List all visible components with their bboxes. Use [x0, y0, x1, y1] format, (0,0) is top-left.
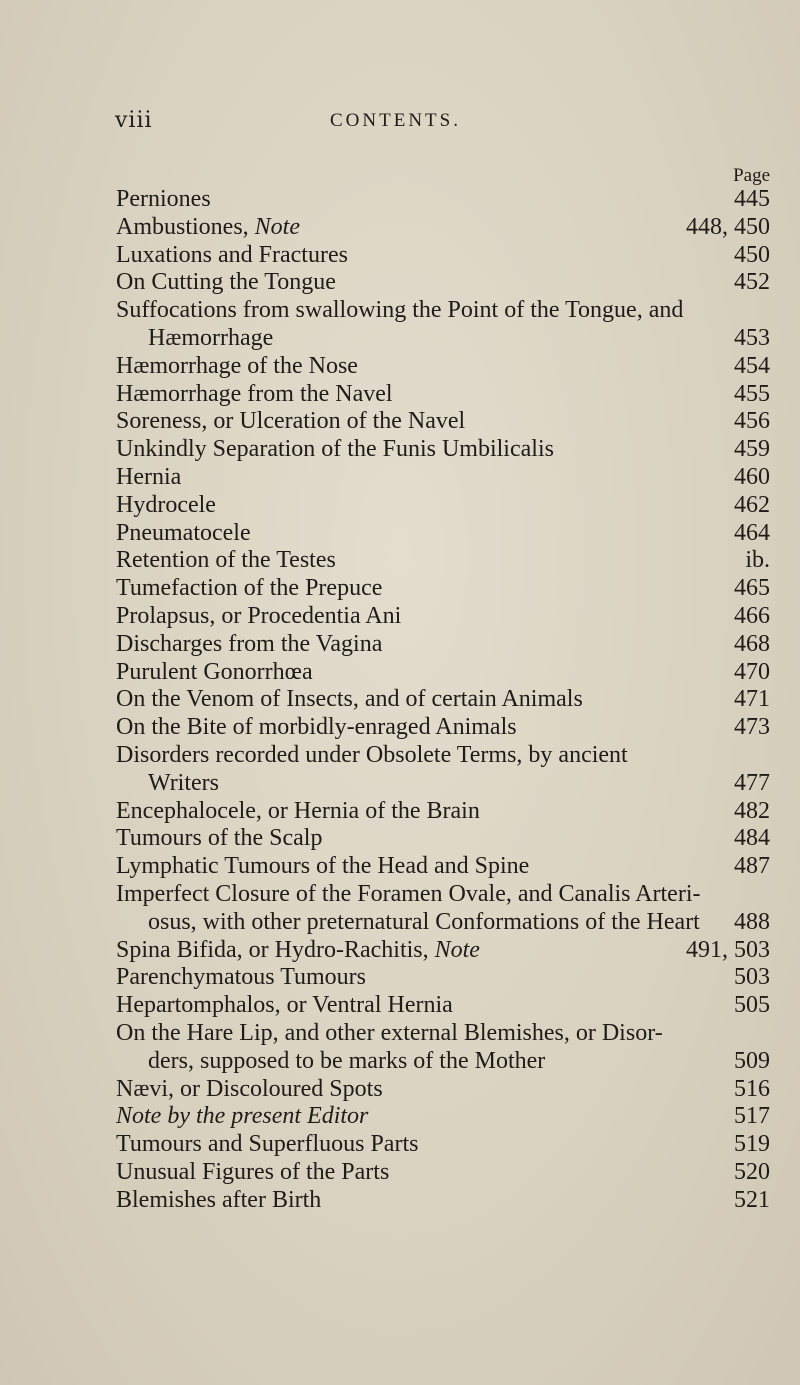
entry-title-wrap [116, 992, 770, 1020]
entry-title-wrap [116, 798, 770, 826]
contents-entry [116, 575, 770, 603]
entry-page-number: 464 [734, 519, 770, 546]
contents-entry [116, 547, 770, 575]
entry-title: Purulent Gonorrhœa [116, 658, 313, 685]
entry-title-wrap [116, 436, 770, 464]
contents-entry [116, 631, 770, 659]
contents-entry [116, 1103, 770, 1131]
entry-page-number: ib. [745, 547, 770, 574]
entry-title: Lymphatic Tumours of the Head and Spine [116, 853, 530, 880]
entry-page-number: 520 [734, 1158, 770, 1185]
entry-title: Blemishes after Birth [116, 1186, 322, 1213]
entry-page-number: 505 [734, 992, 770, 1019]
entry-page-number: 482 [734, 797, 770, 824]
entry-page-number: 448, 450 [686, 213, 770, 240]
entry-title: Parenchymatous Tumours [116, 964, 367, 991]
contents-entry-continuation [116, 1048, 770, 1076]
entry-page-number: 491, 503 [686, 936, 770, 963]
contents-entry [116, 1187, 770, 1215]
contents-entry [116, 937, 770, 965]
running-title: CONTENTS. [330, 110, 461, 131]
entry-title: Luxations and Fractures [116, 241, 348, 268]
entry-title: Tumefaction of the Prepuce [116, 575, 383, 602]
contents-entry [116, 1076, 770, 1104]
entry-title: Tumours of the Scalp [116, 825, 323, 852]
contents-entry [116, 464, 770, 492]
entry-page-number: 488 [734, 908, 770, 935]
contents-entry [116, 520, 770, 548]
contents-entry [116, 964, 770, 992]
entry-page-number: 477 [734, 769, 770, 796]
entry-page-number: 471 [734, 686, 770, 713]
contents-entry [116, 436, 770, 464]
entry-page-number: 466 [734, 602, 770, 629]
entry-title: Note by the present Editor [116, 1103, 369, 1130]
entry-title: Unkindly Separation of the Funis Umbilicalis [116, 436, 554, 463]
entry-title: Unusual Figures of the Parts [116, 1158, 390, 1185]
contents-entry [116, 686, 770, 714]
entry-title: Discharges from the Vagina [116, 630, 383, 657]
entry-page-number: 487 [734, 853, 770, 880]
entry-page-number: 455 [734, 380, 770, 407]
entry-title-continuation: ders, supposed to be marks of the Mother [148, 1047, 546, 1074]
entry-title-wrap [116, 214, 770, 242]
entry-title-wrap [116, 464, 770, 492]
entry-title: Nævi, or Discoloured Spots [116, 1075, 383, 1102]
entry-title: On the Bite of morbidly-enraged Animals [116, 714, 517, 741]
entry-title-wrap [116, 1131, 770, 1159]
entry-note: Note [254, 213, 300, 240]
entry-title-wrap [116, 659, 770, 687]
page-number: viii [115, 108, 153, 133]
contents-entry [116, 881, 770, 909]
entry-note: Note [434, 936, 480, 963]
entry-page-number: 516 [734, 1075, 770, 1102]
entry-page-number: 468 [734, 630, 770, 657]
entry-title: Imperfect Closure of the Foramen Ovale, and Canalis Arteri- [116, 880, 701, 907]
entry-title-wrap [116, 937, 770, 965]
entry-title-wrap [116, 492, 770, 520]
entry-title-continuation: Writers [148, 769, 220, 796]
contents-entry [116, 242, 770, 270]
contents-entry [116, 1131, 770, 1159]
contents-entry [116, 186, 770, 214]
entry-page-number: 473 [734, 714, 770, 741]
page-header [115, 108, 775, 138]
entry-page-number: 452 [734, 269, 770, 296]
contents-entry [116, 408, 770, 436]
contents-entry [116, 1020, 770, 1048]
entry-page-number: 454 [734, 352, 770, 379]
contents-entry-continuation [116, 909, 770, 937]
entry-title: Hæmorrhage of the Nose [116, 352, 358, 379]
entry-page-number: 462 [734, 491, 770, 518]
entry-title-wrap [116, 242, 770, 270]
entry-title: Retention of the Testes [116, 547, 336, 574]
entry-title-wrap [116, 575, 770, 603]
contents-entry [116, 214, 770, 242]
contents-entry [116, 381, 770, 409]
entry-page-number: 459 [734, 436, 770, 463]
entry-page-number: 503 [734, 964, 770, 991]
contents-entry [116, 603, 770, 631]
entry-title: On the Hare Lip, and other external Blemishes, or Disor- [116, 1019, 663, 1046]
entry-title-wrap [116, 186, 770, 214]
entry-title: Hernia [116, 463, 182, 490]
entry-title-wrap [116, 269, 770, 297]
entry-title: Ambustiones, [116, 213, 249, 240]
entry-title: Prolapsus, or Procedentia Ani [116, 602, 402, 629]
entry-title-continuation: osus, with other preternatural Conformations of the Heart [148, 908, 700, 935]
contents-entry [116, 798, 770, 826]
contents-entry [116, 1159, 770, 1187]
entry-title: Disorders recorded under Obsolete Terms, by ancient [116, 741, 628, 768]
entry-title-wrap [116, 1187, 770, 1215]
entry-title-wrap [116, 1159, 770, 1187]
entry-page-number: 456 [734, 408, 770, 435]
entry-title: Hepartomphalos, or Ventral Hernia [116, 992, 453, 1019]
entry-title: Suffocations from swallowing the Point of the Tongue, and [116, 297, 684, 324]
entry-page-number: 450 [734, 241, 770, 268]
entry-title-wrap [116, 381, 770, 409]
entry-title-wrap [116, 631, 770, 659]
entry-title: Perniones [116, 186, 211, 212]
entry-page-number: 519 [734, 1131, 770, 1158]
entry-title-wrap [116, 547, 770, 575]
entry-title-wrap [116, 825, 770, 853]
contents-entry-continuation [116, 325, 770, 353]
entry-title-wrap [116, 603, 770, 631]
entry-title-wrap [116, 714, 770, 742]
entry-title-wrap [116, 353, 770, 381]
entry-title-wrap [116, 964, 770, 992]
entry-page-number: 453 [734, 324, 770, 351]
contents-entry-continuation [116, 770, 770, 798]
entry-title: Soreness, or Ulceration of the Navel [116, 408, 466, 435]
entry-title-wrap [116, 1103, 770, 1131]
entry-page-number: 521 [734, 1186, 770, 1213]
contents-entry [116, 659, 770, 687]
entry-page-number: 517 [734, 1103, 770, 1130]
entry-title: Hæmorrhage from the Navel [116, 380, 393, 407]
page-column-label: Page [733, 165, 770, 186]
entry-title: Tumours and Superfluous Parts [116, 1131, 419, 1158]
entry-title: On the Venom of Insects, and of certain Animals [116, 686, 583, 713]
entry-page-number: 470 [734, 658, 770, 685]
entry-title-wrap [116, 1076, 770, 1104]
entry-title-wrap [116, 520, 770, 548]
contents-entry [116, 825, 770, 853]
contents-entry [116, 353, 770, 381]
contents-entry [116, 742, 770, 770]
contents-entry [116, 992, 770, 1020]
contents-entry [116, 269, 770, 297]
contents-entry [116, 714, 770, 742]
entry-page-number: 484 [734, 825, 770, 852]
entry-title-continuation: Hæmorrhage [148, 324, 274, 351]
entry-page-number: 460 [734, 463, 770, 490]
entry-title: Spina Bifida, or Hydro-Rachitis, [116, 936, 429, 963]
entry-page-number: 465 [734, 575, 770, 602]
contents-entry [116, 492, 770, 520]
entry-title-wrap [116, 686, 770, 714]
entry-page-number: 445 [734, 186, 770, 212]
entry-title: Encephalocele, or Hernia of the Brain [116, 797, 480, 824]
contents-entry [116, 297, 770, 325]
entry-title-wrap [116, 408, 770, 436]
entry-page-number: 509 [734, 1047, 770, 1074]
entry-title-wrap [116, 853, 770, 881]
entry-title: Pneumatocele [116, 519, 251, 546]
contents-list [116, 186, 770, 1214]
entry-title: On Cutting the Tongue [116, 269, 336, 296]
entry-title: Hydrocele [116, 491, 216, 518]
contents-entry [116, 853, 770, 881]
